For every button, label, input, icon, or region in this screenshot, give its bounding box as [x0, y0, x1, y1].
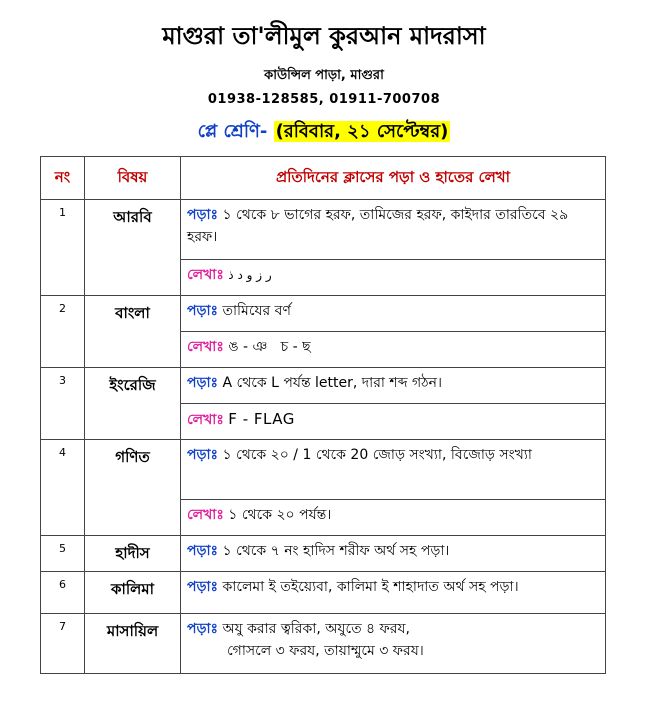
row-number: 7: [41, 614, 85, 674]
row-number: 2: [41, 296, 85, 368]
read-text: কালেমা ই তইয়্যেবা, কালিমা ই শাহাদাত অর্থ সহ পড়া।: [222, 579, 519, 595]
row-number: 6: [41, 572, 85, 614]
read-label: পড়াঃ: [187, 447, 219, 463]
read-cell: [181, 200, 606, 260]
row-subject: ইংরেজি: [85, 368, 181, 440]
table-row: [41, 614, 606, 674]
read-cell: [181, 536, 606, 572]
read-cell: [181, 614, 606, 674]
read-label: পড়াঃ: [187, 375, 219, 391]
class-name: প্লে শ্রেণি: [197, 121, 260, 142]
table-header-row: [41, 157, 606, 200]
read-text: A থেকে L পর্যন্ত letter, দারা শব্দ গঠন।: [222, 375, 443, 391]
row-subject: আরবি: [85, 200, 181, 296]
phone-numbers: 01938-128585, 01911-700708: [207, 92, 441, 107]
header-subject: বিষয়: [85, 157, 181, 200]
header-content: প্রতিদিনের ক্লাসের পড়া ও হাতের লেখা: [181, 157, 606, 200]
row-number: 3: [41, 368, 85, 440]
row-number: 4: [41, 440, 85, 536]
madrasa-address: কাউন্সিল পাড়া, মাগুরা: [264, 68, 384, 83]
row-number: 1: [41, 200, 85, 296]
table-row: [41, 200, 606, 260]
class-heading: [0, 117, 648, 148]
read-text: অযু করার ত্বরিকা, অযুতে ৪ ফরয,: [222, 621, 411, 637]
class-separator: -: [259, 121, 268, 142]
read-text-line2: গোসলে ৩ ফরয, তায়াম্মুমে ৩ ফরয।: [227, 643, 424, 659]
write-cell: [181, 332, 606, 368]
table-row: [41, 536, 606, 572]
read-text: তামিযের বর্ণ: [222, 303, 291, 319]
row-subject: গণিত: [85, 440, 181, 536]
row-subject: কালিমা: [85, 572, 181, 614]
row-subject: হাদীস: [85, 536, 181, 572]
madrasa-title: মাগুরা তা'লীমুল কুরআন মাদরাসা: [162, 22, 486, 50]
write-text: F - FLAG: [228, 410, 295, 428]
read-text: ১ থেকে ২০ / 1 থেকে 20 জোড় সংখ্যা, বিজোড় সংখ্যা: [222, 447, 532, 463]
class-date: (রবিবার, ২১ সেপ্টেম্বর): [275, 121, 449, 142]
read-cell: [181, 572, 606, 614]
row-subject: মাসায়িল: [85, 614, 181, 674]
lesson-table: [40, 156, 606, 674]
read-label: পড়াঃ: [187, 303, 219, 319]
write-label: লেখাঃ: [187, 339, 224, 355]
table-row: [41, 296, 606, 332]
write-label: লেখাঃ: [187, 267, 224, 283]
write-cell: [181, 404, 606, 440]
read-cell: [181, 368, 606, 404]
write-text: ر ز و د ذ: [228, 268, 272, 282]
read-label: পড়াঃ: [187, 579, 219, 595]
row-number: 5: [41, 536, 85, 572]
table-row: [41, 572, 606, 614]
read-text: ১ থেকে ৮ ভাগের হরফ, তামিজের হরফ, কাইদার তারতিবে ২৯ হরফ।: [187, 207, 569, 245]
write-text: ঙ - ঞ চ - ছ: [228, 339, 311, 355]
read-cell: [181, 440, 606, 500]
write-text: ১ থেকে ২০ পর্যন্ত।: [228, 507, 332, 523]
header-no: নং: [41, 157, 85, 200]
table-row: [41, 368, 606, 404]
read-label: পড়াঃ: [187, 543, 219, 559]
write-cell: [181, 260, 606, 296]
read-cell: [181, 296, 606, 332]
write-cell: [181, 500, 606, 536]
read-label: পড়াঃ: [187, 207, 219, 223]
row-subject: বাংলা: [85, 296, 181, 368]
write-label: লেখাঃ: [187, 412, 224, 428]
read-label: পড়াঃ: [187, 621, 219, 637]
read-text: ১ থেকে ৭ নং হাদিস শরীফ অর্থ সহ পড়া।: [222, 543, 450, 559]
write-label: লেখাঃ: [187, 507, 224, 523]
table-row: [41, 440, 606, 500]
